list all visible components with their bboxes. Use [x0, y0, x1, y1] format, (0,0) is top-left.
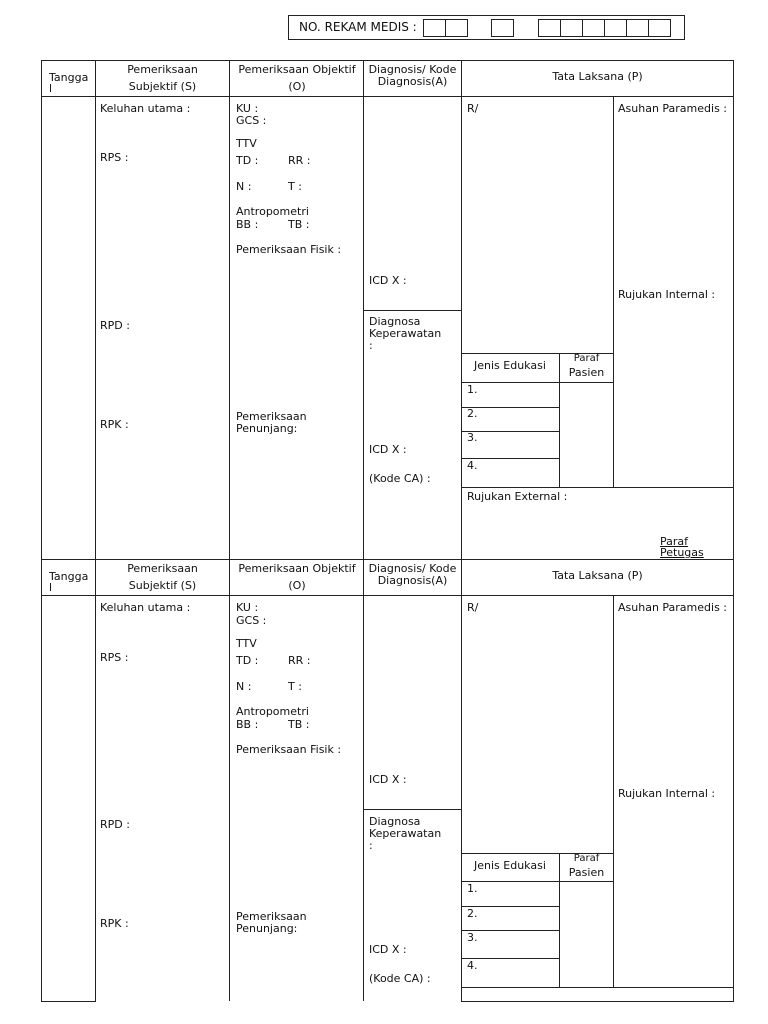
resep-label: R/ [467, 102, 479, 115]
col-divider-resep [613, 96, 614, 487]
edukasi-header-bottom [461, 382, 613, 383]
edukasi-item-3: 3. [467, 431, 478, 444]
col-header-subjektif-cont: Subjektif (S) [128, 80, 197, 93]
pemeriksaan-penunjang-label: Pemeriksaan [236, 910, 307, 923]
diagnosa-keperawatan-label: Diagnosa [369, 815, 421, 828]
paraf-petugas-label-cont: Petugas [660, 546, 704, 559]
icd-x-label-2: ICD X : [369, 443, 407, 456]
edukasi-item-2: 2. [467, 407, 478, 420]
icd-x-label: ICD X : [369, 274, 407, 287]
rm-digit-box[interactable] [491, 19, 514, 37]
rm-digit-box[interactable] [582, 19, 605, 37]
antropometri-label: Antropometri [236, 205, 309, 218]
col-header-objektif-cont: (O) [288, 579, 306, 592]
rm-digit-box[interactable] [538, 19, 561, 37]
edukasi-item-3: 3. [467, 931, 478, 944]
rm-digit-box[interactable] [423, 19, 446, 37]
col-header-tanggal: Tangga [49, 570, 89, 583]
table-border-top [41, 60, 734, 61]
pemeriksaan-fisik-label: Pemeriksaan Fisik : [236, 243, 342, 256]
td-label: TD : [236, 154, 259, 167]
rps-label: RPS : [100, 151, 129, 164]
diagnosa-keperawatan-colon: : [369, 839, 373, 852]
col-header-subjektif: Pemeriksaan [127, 562, 198, 575]
edukasi-header-bottom [461, 881, 613, 882]
col-divider-diagnosis [461, 60, 462, 560]
edukasi-item-2: 2. [467, 907, 478, 920]
asuhan-paramedis-label: Asuhan Paramedis : [618, 102, 728, 115]
col-header-tata-laksana: Tata Laksana (P) [552, 569, 643, 582]
ttv-label: TTV [236, 137, 257, 150]
rujukan-external-top [461, 987, 734, 988]
antropometri-label: Antropometri [236, 705, 309, 718]
table-border-right [733, 60, 734, 560]
col-header-objektif: Pemeriksaan Objektif [238, 63, 356, 76]
table-border-bottom [41, 1001, 96, 1002]
pemeriksaan-penunjang-label: Pemeriksaan [236, 410, 307, 423]
col-header-diagnosis: Diagnosis/ Kode [368, 63, 457, 76]
rps-label: RPS : [100, 651, 129, 664]
col-header-tanggal: Tangga [49, 71, 89, 84]
jenis-edukasi-header: Jenis Edukasi [474, 859, 546, 872]
diagnosis-divider [363, 310, 461, 311]
pemeriksaan-penunjang-label-cont: Penunjang: [236, 422, 298, 435]
edukasi-item-4: 4. [467, 959, 478, 972]
soap-form-section [0, 559, 768, 1002]
ku-label: KU : [236, 601, 259, 614]
col-header-tanggal-cont: l [49, 82, 53, 95]
col-header-objektif-cont: (O) [288, 80, 306, 93]
pemeriksaan-penunjang-label-cont: Penunjang: [236, 922, 298, 935]
tb-label: TB : [288, 218, 310, 231]
kode-ca-label: (Kode CA) : [369, 972, 431, 985]
col-header-objektif: Pemeriksaan Objektif [238, 562, 356, 575]
gcs-label: GCS : [236, 614, 267, 627]
col-divider-tanggal [95, 60, 96, 560]
diagnosa-keperawatan-label: Diagnosa [369, 315, 421, 328]
resep-label: R/ [467, 601, 479, 614]
paraf-pasien-header-cont: Pasien [568, 866, 605, 879]
rr-label: RR : [288, 154, 311, 167]
edukasi-item-1: 1. [467, 383, 478, 396]
diagnosa-keperawatan-label-cont: Keperawatan [369, 327, 442, 340]
ttv-label: TTV [236, 637, 257, 650]
paraf-petugas-label: Paraf [660, 535, 689, 548]
rm-digit-box[interactable] [560, 19, 583, 37]
rpk-label: RPK : [100, 917, 129, 930]
rm-digit-box[interactable] [626, 19, 649, 37]
rpd-label: RPD : [100, 818, 130, 831]
gcs-label: GCS : [236, 114, 267, 127]
nadi-label: N : [236, 180, 252, 193]
keluhan-utama-label: Keluhan utama : [100, 102, 191, 115]
col-header-diagnosis-cont: Diagnosis(A) [377, 75, 448, 88]
ku-label: KU : [236, 102, 259, 115]
rekam-medis-box [288, 15, 685, 40]
col-divider-tanggal [95, 559, 96, 1001]
rm-digit-box[interactable] [604, 19, 627, 37]
paraf-pasien-header-cont: Pasien [568, 366, 605, 379]
pemeriksaan-fisik-label: Pemeriksaan Fisik : [236, 743, 342, 756]
col-divider-subjektif [229, 559, 230, 1001]
rujukan-internal-label: Rujukan Internal : [618, 288, 716, 301]
diagnosis-divider [363, 809, 461, 810]
table-border-left [41, 60, 42, 560]
edukasi-item-1: 1. [467, 882, 478, 895]
col-divider-objektif [363, 559, 364, 1001]
col-divider-subjektif [229, 60, 230, 560]
nadi-label: N : [236, 680, 252, 693]
suhu-label: T : [288, 680, 302, 693]
header-row-divider [41, 595, 734, 596]
table-border-left [41, 559, 42, 1001]
rujukan-external-label: Rujukan External : [467, 490, 568, 503]
bb-label: BB : [236, 718, 259, 731]
bb-label: BB : [236, 218, 259, 231]
jenis-edukasi-header: Jenis Edukasi [474, 359, 546, 372]
rr-label: RR : [288, 654, 311, 667]
asuhan-paramedis-label: Asuhan Paramedis : [618, 601, 728, 614]
diagnosa-keperawatan-colon: : [369, 339, 373, 352]
col-header-tanggal-cont: l [49, 581, 53, 594]
col-divider-resep [613, 595, 614, 987]
rm-digit-box[interactable] [648, 19, 671, 37]
col-header-subjektif: Pemeriksaan [127, 63, 198, 76]
icd-x-label: ICD X : [369, 773, 407, 786]
rm-digit-box[interactable] [445, 19, 468, 37]
col-header-subjektif-cont: Subjektif (S) [128, 579, 197, 592]
rujukan-external-top [461, 487, 734, 488]
kode-ca-label: (Kode CA) : [369, 472, 431, 485]
rpk-label: RPK : [100, 418, 129, 431]
paraf-pasien-header: Paraf [573, 853, 600, 864]
icd-x-label-2: ICD X : [369, 943, 407, 956]
rpd-label: RPD : [100, 319, 130, 332]
col-divider-diagnosis [461, 559, 462, 1001]
td-label: TD : [236, 654, 259, 667]
col-header-diagnosis: Diagnosis/ Kode [368, 562, 457, 575]
edukasi-item-4: 4. [467, 459, 478, 472]
table-border-right [733, 559, 734, 1001]
table-border-top [41, 559, 734, 560]
paraf-pasien-header: Paraf [573, 353, 600, 364]
diagnosa-keperawatan-label-cont: Keperawatan [369, 827, 442, 840]
header-row-divider [41, 96, 734, 97]
keluhan-utama-label: Keluhan utama : [100, 601, 191, 614]
tb-label: TB : [288, 718, 310, 731]
rekam-medis-label: NO. REKAM MEDIS : [299, 20, 417, 34]
suhu-label: T : [288, 180, 302, 193]
table-border-bottom [461, 1001, 734, 1002]
rujukan-internal-label: Rujukan Internal : [618, 787, 716, 800]
soap-form-section [0, 60, 768, 560]
col-header-diagnosis-cont: Diagnosis(A) [377, 574, 448, 587]
col-header-tata-laksana: Tata Laksana (P) [552, 70, 643, 83]
